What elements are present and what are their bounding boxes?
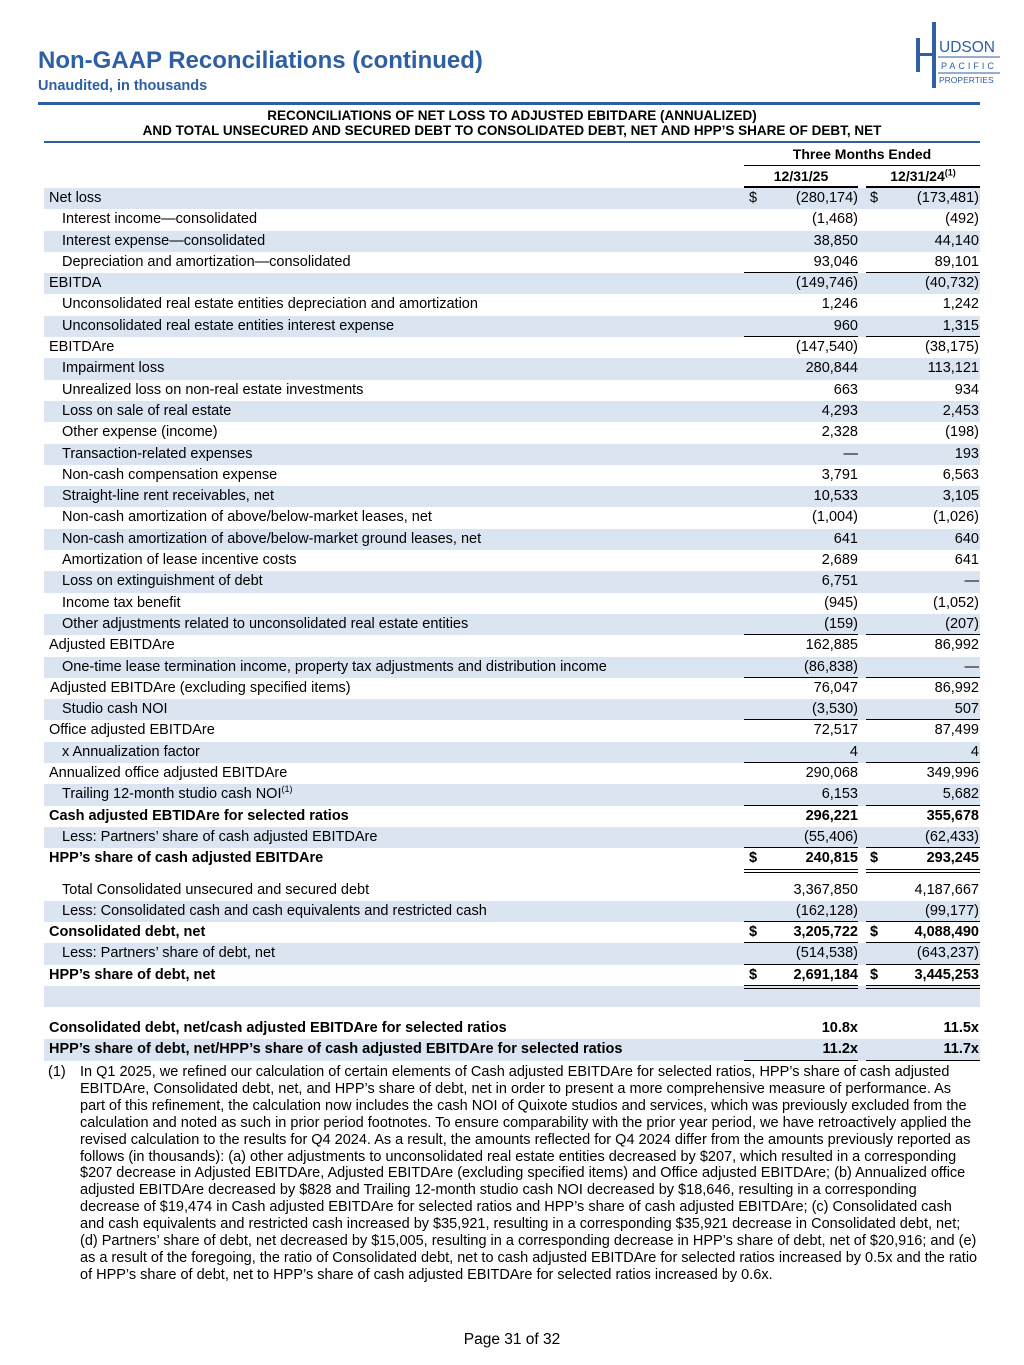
row-label: Total Consolidated unsecured and secured debt: [62, 881, 370, 898]
value-2024: 507: [954, 701, 979, 718]
value-2024: 5,682: [942, 786, 979, 803]
total-double-underline: [744, 869, 858, 870]
value-2025: 10,533: [813, 488, 858, 505]
total-double-underline: [744, 988, 858, 989]
value-2025: (55,406): [803, 828, 858, 845]
value-2025: 3,367,850: [793, 881, 858, 898]
value-2024: 3,105: [942, 488, 979, 505]
value-2024: (207): [945, 615, 979, 632]
value-2025: 6,153: [821, 786, 858, 803]
value-2025: 4,293: [821, 402, 858, 419]
value-2025: 2,328: [821, 424, 858, 441]
row-label: Adjusted EBITDAre: [49, 637, 175, 654]
table-row: [44, 1039, 980, 1060]
table-row: [44, 550, 980, 571]
table-row: [44, 252, 980, 273]
table-heading: [44, 108, 980, 138]
table-row: [44, 507, 980, 528]
value-2025: 3,205,722: [793, 924, 858, 941]
table-row: [44, 188, 980, 209]
value-2024: 87,499: [934, 722, 979, 739]
footnote-number: (1): [48, 1064, 66, 1080]
value-2025: 296,221: [805, 807, 858, 824]
total-double-underline: [866, 872, 980, 873]
row-label: Depreciation and amortization—consolidated: [62, 253, 351, 270]
table-row: [44, 827, 980, 848]
value-2025: 10.8x: [821, 1019, 858, 1036]
value-2024: (198): [945, 424, 979, 441]
value-2024: 11.7x: [943, 1041, 979, 1058]
row-label: Annualized office adjusted EBITDAre: [49, 765, 288, 782]
value-2025: 290,068: [805, 765, 858, 782]
currency-symbol-2025: $: [749, 966, 758, 983]
table-row: [44, 358, 980, 379]
table-row: [44, 380, 980, 401]
value-2024: 293,245: [926, 850, 979, 867]
table-row: [44, 806, 980, 827]
logo-word-pacific: PACIFIC: [941, 61, 997, 71]
column-header-2024-label: 12/31/24: [890, 168, 945, 184]
value-2025: 11.2x: [822, 1041, 858, 1058]
table-row: [44, 720, 980, 741]
row-label: Other expense (income): [62, 424, 218, 441]
table-row: [44, 901, 980, 922]
value-2024: (62,433): [924, 828, 979, 845]
table-row: [44, 529, 980, 550]
table-row: [44, 657, 980, 678]
column-header-2024: [866, 168, 980, 184]
value-2024: 934: [954, 381, 979, 398]
row-label: Straight-line rent receivables, net: [62, 488, 274, 505]
value-2024: (40,732): [924, 275, 979, 292]
value-2024: 3,445,253: [914, 966, 979, 983]
value-2024: 4,187,667: [914, 881, 979, 898]
value-2025: (149,746): [795, 275, 858, 292]
logo-word-hudson: UDSON: [939, 39, 995, 56]
value-2024: 89,101: [934, 253, 979, 270]
row-label: Loss on extinguishment of debt: [62, 573, 263, 590]
page-number: Page 31 of 32: [463, 1331, 561, 1348]
value-2024: 355,678: [926, 807, 979, 824]
value-2024: —: [964, 658, 979, 675]
value-2024: 349,996: [926, 765, 979, 782]
table-row: [44, 231, 980, 252]
table-row: [44, 337, 980, 358]
row-label: Income tax benefit: [62, 594, 181, 611]
value-2025: (280,174): [795, 190, 858, 206]
subtotal-underline: [744, 1060, 858, 1061]
reconciliation-table: [44, 188, 980, 1061]
total-double-underline: [866, 988, 980, 989]
row-label: Studio cash NOI: [62, 701, 168, 718]
row-label: Non-cash compensation expense: [62, 466, 278, 483]
row-label: x Annualization factor: [62, 743, 200, 760]
total-double-underline: [744, 872, 858, 873]
table-row: [44, 209, 980, 230]
table-row: [44, 784, 980, 805]
table-row: [44, 848, 980, 869]
value-2024: 2,453: [942, 402, 979, 419]
table-row: [44, 486, 980, 507]
column-header-2024-footnote-ref: (1): [944, 167, 956, 178]
table-row: [44, 943, 980, 964]
value-2025: (514,538): [795, 945, 858, 962]
table-row: [44, 922, 980, 943]
table-row: [44, 465, 980, 486]
currency-symbol-2025: $: [749, 190, 758, 206]
row-label: Unrealized loss on non-real estate investments: [62, 381, 364, 398]
currency-symbol-2025: $: [749, 924, 758, 941]
value-2024: 641: [954, 552, 979, 569]
value-2024: 113,121: [927, 360, 979, 377]
value-2025: 1,246: [821, 296, 858, 313]
value-2025: 960: [833, 317, 858, 334]
value-2024: (492): [945, 211, 979, 228]
currency-symbol-2024: $: [870, 966, 879, 983]
row-label: Net loss: [49, 190, 102, 206]
total-double-underline: [866, 869, 980, 870]
value-2024: (99,177): [924, 902, 979, 919]
value-2025: (1,468): [812, 211, 858, 228]
title-divider: [38, 102, 980, 105]
table-row: [44, 699, 980, 720]
value-2024: (173,481): [916, 190, 979, 206]
value-2025: 2,689: [821, 552, 858, 569]
value-2024: 4,088,490: [914, 924, 979, 941]
row-spacer: [44, 986, 980, 1007]
row-label: Non-cash amortization of above/below-market leases, net: [62, 509, 432, 526]
value-2025: 663: [833, 381, 858, 398]
row-label: Less: Consolidated cash and cash equivalents and restricted cash: [62, 902, 487, 919]
row-label: Non-cash amortization of above/below-market ground leases, net: [62, 530, 482, 547]
value-2025: 38,850: [813, 232, 858, 249]
table-row: [44, 763, 980, 784]
table-row: [44, 678, 980, 699]
column-header-2025: 12/31/25: [773, 168, 829, 184]
page-subtitle: Unaudited, in thousands: [38, 78, 208, 94]
row-label: Less: Partners’ share of cash adjusted EBITDAre: [62, 828, 378, 845]
value-2024: 86,992: [934, 679, 979, 696]
row-label: Trailing 12-month studio cash NOI$^{(1)}$: [62, 784, 293, 803]
table-row: [44, 614, 980, 635]
value-2024: 6,563: [942, 466, 979, 483]
currency-symbol-2024: $: [870, 850, 879, 867]
table-row: [44, 401, 980, 422]
row-label: EBITDAre: [49, 339, 115, 356]
value-2024: (643,237): [916, 945, 979, 962]
total-double-underline: [866, 985, 980, 986]
logo-word-properties: PROPERTIES: [939, 75, 994, 85]
table-heading-line-2: AND TOTAL UNSECURED AND SECURED DEBT TO CONSOLIDATED DEBT, NET AND HPP’S SHARE OF DEBT, NET: [142, 123, 882, 138]
row-label: HPP’s share of debt, net: [49, 966, 216, 983]
value-2025: 93,046: [813, 253, 858, 270]
value-2025: (147,540): [795, 339, 858, 356]
row-label: Consolidated debt, net/cash adjusted EBITDAre for selected ratios: [49, 1019, 507, 1036]
row-label: EBITDA: [49, 275, 102, 292]
row-label: Loss on sale of real estate: [62, 402, 232, 419]
footnote-text: In Q1 2025, we refined our calculation of certain elements of Cash adjusted EBITDAre for selected ratios, HPP’s share of cash adjusted EBITDAre, Consolidated debt, net, and HPP’s share of debt, net in order to present a more comprehensive measure of performance. As part of this refinement, the calculation now includes the cash NOI of Quixote studios and services, which was previously excluded from the calculation and noted as such in prior period footnotes. To ensure comparability with the prior year period, we have retroactively applied the revised calculation to the results for Q4 2024. As a result, the amounts reflected for Q4 2024 differ from the amounts previously reported as follows (in thousands): (a) other adjustments to unconsolidated real estate entities decreased by $207, which resulted in a corresponding $207 decrease in Adjusted EBITDAre, Adjusted EBITDAre (excluding specified items) and Office adjusted EBITDAre; (b) Annualized office adjusted EBITDAre decreased by $828 and Trailing 12-month studio cash NOI decreased by $18,646, resulting in a corresponding decrease of $19,474 in Cash adjusted EBITDAre for selected ratios and HPP’s share of cash adjusted EBITDAre; (c) Consolidated cash and cash equivalents and restricted cash increased by $35,921, resulting in a corresponding $35,921 decrease in Consolidated debt, net; (d) Partners’ share of debt, net decreased by $15,005, resulting in a corresponding decrease in HPP’s share of debt, net of $20,916; and (e) as a result of the foregoing, the ratio of Consolidated debt, net to cash adjusted EBITDAre for selected ratios increased by 0.5x and the ratio of HPP’s share of debt, net to HPP’s share of cash adjusted EBITDAre for selected ratios increased by 0.6x.: [80, 1064, 978, 1283]
value-2024: 44,140: [934, 232, 979, 249]
table-heading-line-1: RECONCILIATIONS OF NET LOSS TO ADJUSTED EBITDARE (ANNUALIZED): [267, 108, 757, 123]
row-label: Less: Partners’ share of debt, net: [62, 945, 276, 962]
value-2025: 4: [849, 743, 858, 760]
total-double-underline: [744, 985, 858, 986]
hudson-pacific-logo: [912, 20, 1002, 92]
table-row: [44, 273, 980, 294]
row-label: Adjusted EBITDAre (excluding specified items): [50, 679, 351, 696]
value-2025: (86,838): [803, 658, 858, 675]
page-title: Non-GAAP Reconciliations (continued): [38, 47, 483, 74]
table-row: [44, 571, 980, 592]
table-row: [44, 635, 980, 656]
row-label: Transaction-related expenses: [62, 445, 253, 462]
table-row: [44, 593, 980, 614]
row-label: Interest expense—consolidated: [62, 232, 266, 249]
value-2024: 640: [954, 530, 979, 547]
value-2025: (1,004): [812, 509, 858, 526]
table-row: [44, 294, 980, 315]
value-2025: 3,791: [821, 466, 858, 483]
row-label: Impairment loss: [62, 360, 165, 377]
subtotal-underline: [866, 1060, 980, 1061]
table-row: [44, 422, 980, 443]
value-2024: 193: [954, 445, 979, 462]
currency-symbol-2025: $: [749, 850, 758, 867]
value-2025: —: [843, 445, 858, 462]
value-2025: 2,691,184: [793, 966, 858, 983]
table-row: [44, 965, 980, 986]
row-label: Cash adjusted EBTIDAre for selected ratios: [49, 807, 349, 824]
row-label: One-time lease termination income, property tax adjustments and distribution income: [62, 658, 607, 675]
value-2024: 86,992: [934, 637, 979, 654]
row-label: Interest income—consolidated: [62, 211, 258, 228]
row-label: Unconsolidated real estate entities depreciation and amortization: [62, 296, 478, 313]
row-footnote-ref: (1): [281, 784, 293, 795]
value-2024: 11.5x: [943, 1019, 979, 1036]
value-2024: 1,242: [942, 296, 979, 313]
value-2024: 1,315: [942, 317, 979, 334]
value-2024: (38,175): [924, 339, 979, 356]
table-row: [44, 742, 980, 763]
value-2025: (3,530): [812, 701, 858, 718]
row-label: HPP’s share of cash adjusted EBITDAre: [49, 850, 324, 867]
table-row: [44, 444, 980, 465]
currency-symbol-2024: $: [870, 190, 879, 206]
value-2025: 280,844: [805, 360, 858, 377]
row-label: Unconsolidated real estate entities interest expense: [62, 317, 395, 334]
table-heading-divider: [44, 141, 980, 143]
table-row: [44, 1018, 980, 1039]
row-label: Consolidated debt, net: [49, 924, 206, 941]
row-label: Other adjustments related to unconsolidated real estate entities: [62, 615, 469, 632]
value-2025: 162,885: [805, 637, 858, 654]
value-2024: (1,052): [933, 594, 979, 611]
value-2025: 240,815: [805, 850, 858, 867]
currency-symbol-2024: $: [870, 924, 879, 941]
period-divider: [744, 165, 980, 166]
row-label: Office adjusted EBITDAre: [49, 722, 215, 739]
value-2025: (945): [824, 594, 858, 611]
value-2024: —: [964, 573, 979, 590]
value-2025: (159): [824, 615, 858, 632]
value-2025: (162,128): [795, 902, 858, 919]
value-2024: 4: [970, 743, 979, 760]
value-2025: 72,517: [813, 722, 858, 739]
table-row: [44, 316, 980, 337]
row-label: Amortization of lease incentive costs: [62, 552, 297, 569]
value-2025: 6,751: [821, 573, 858, 590]
value-2025: 76,047: [813, 679, 858, 696]
row-label: HPP’s share of debt, net/HPP’s share of cash adjusted EBITDAre for selected ratios: [49, 1041, 623, 1058]
value-2025: 641: [833, 530, 858, 547]
period-label: Three Months Ended: [792, 146, 932, 162]
table-row: [44, 880, 980, 901]
value-2024: (1,026): [933, 509, 979, 526]
